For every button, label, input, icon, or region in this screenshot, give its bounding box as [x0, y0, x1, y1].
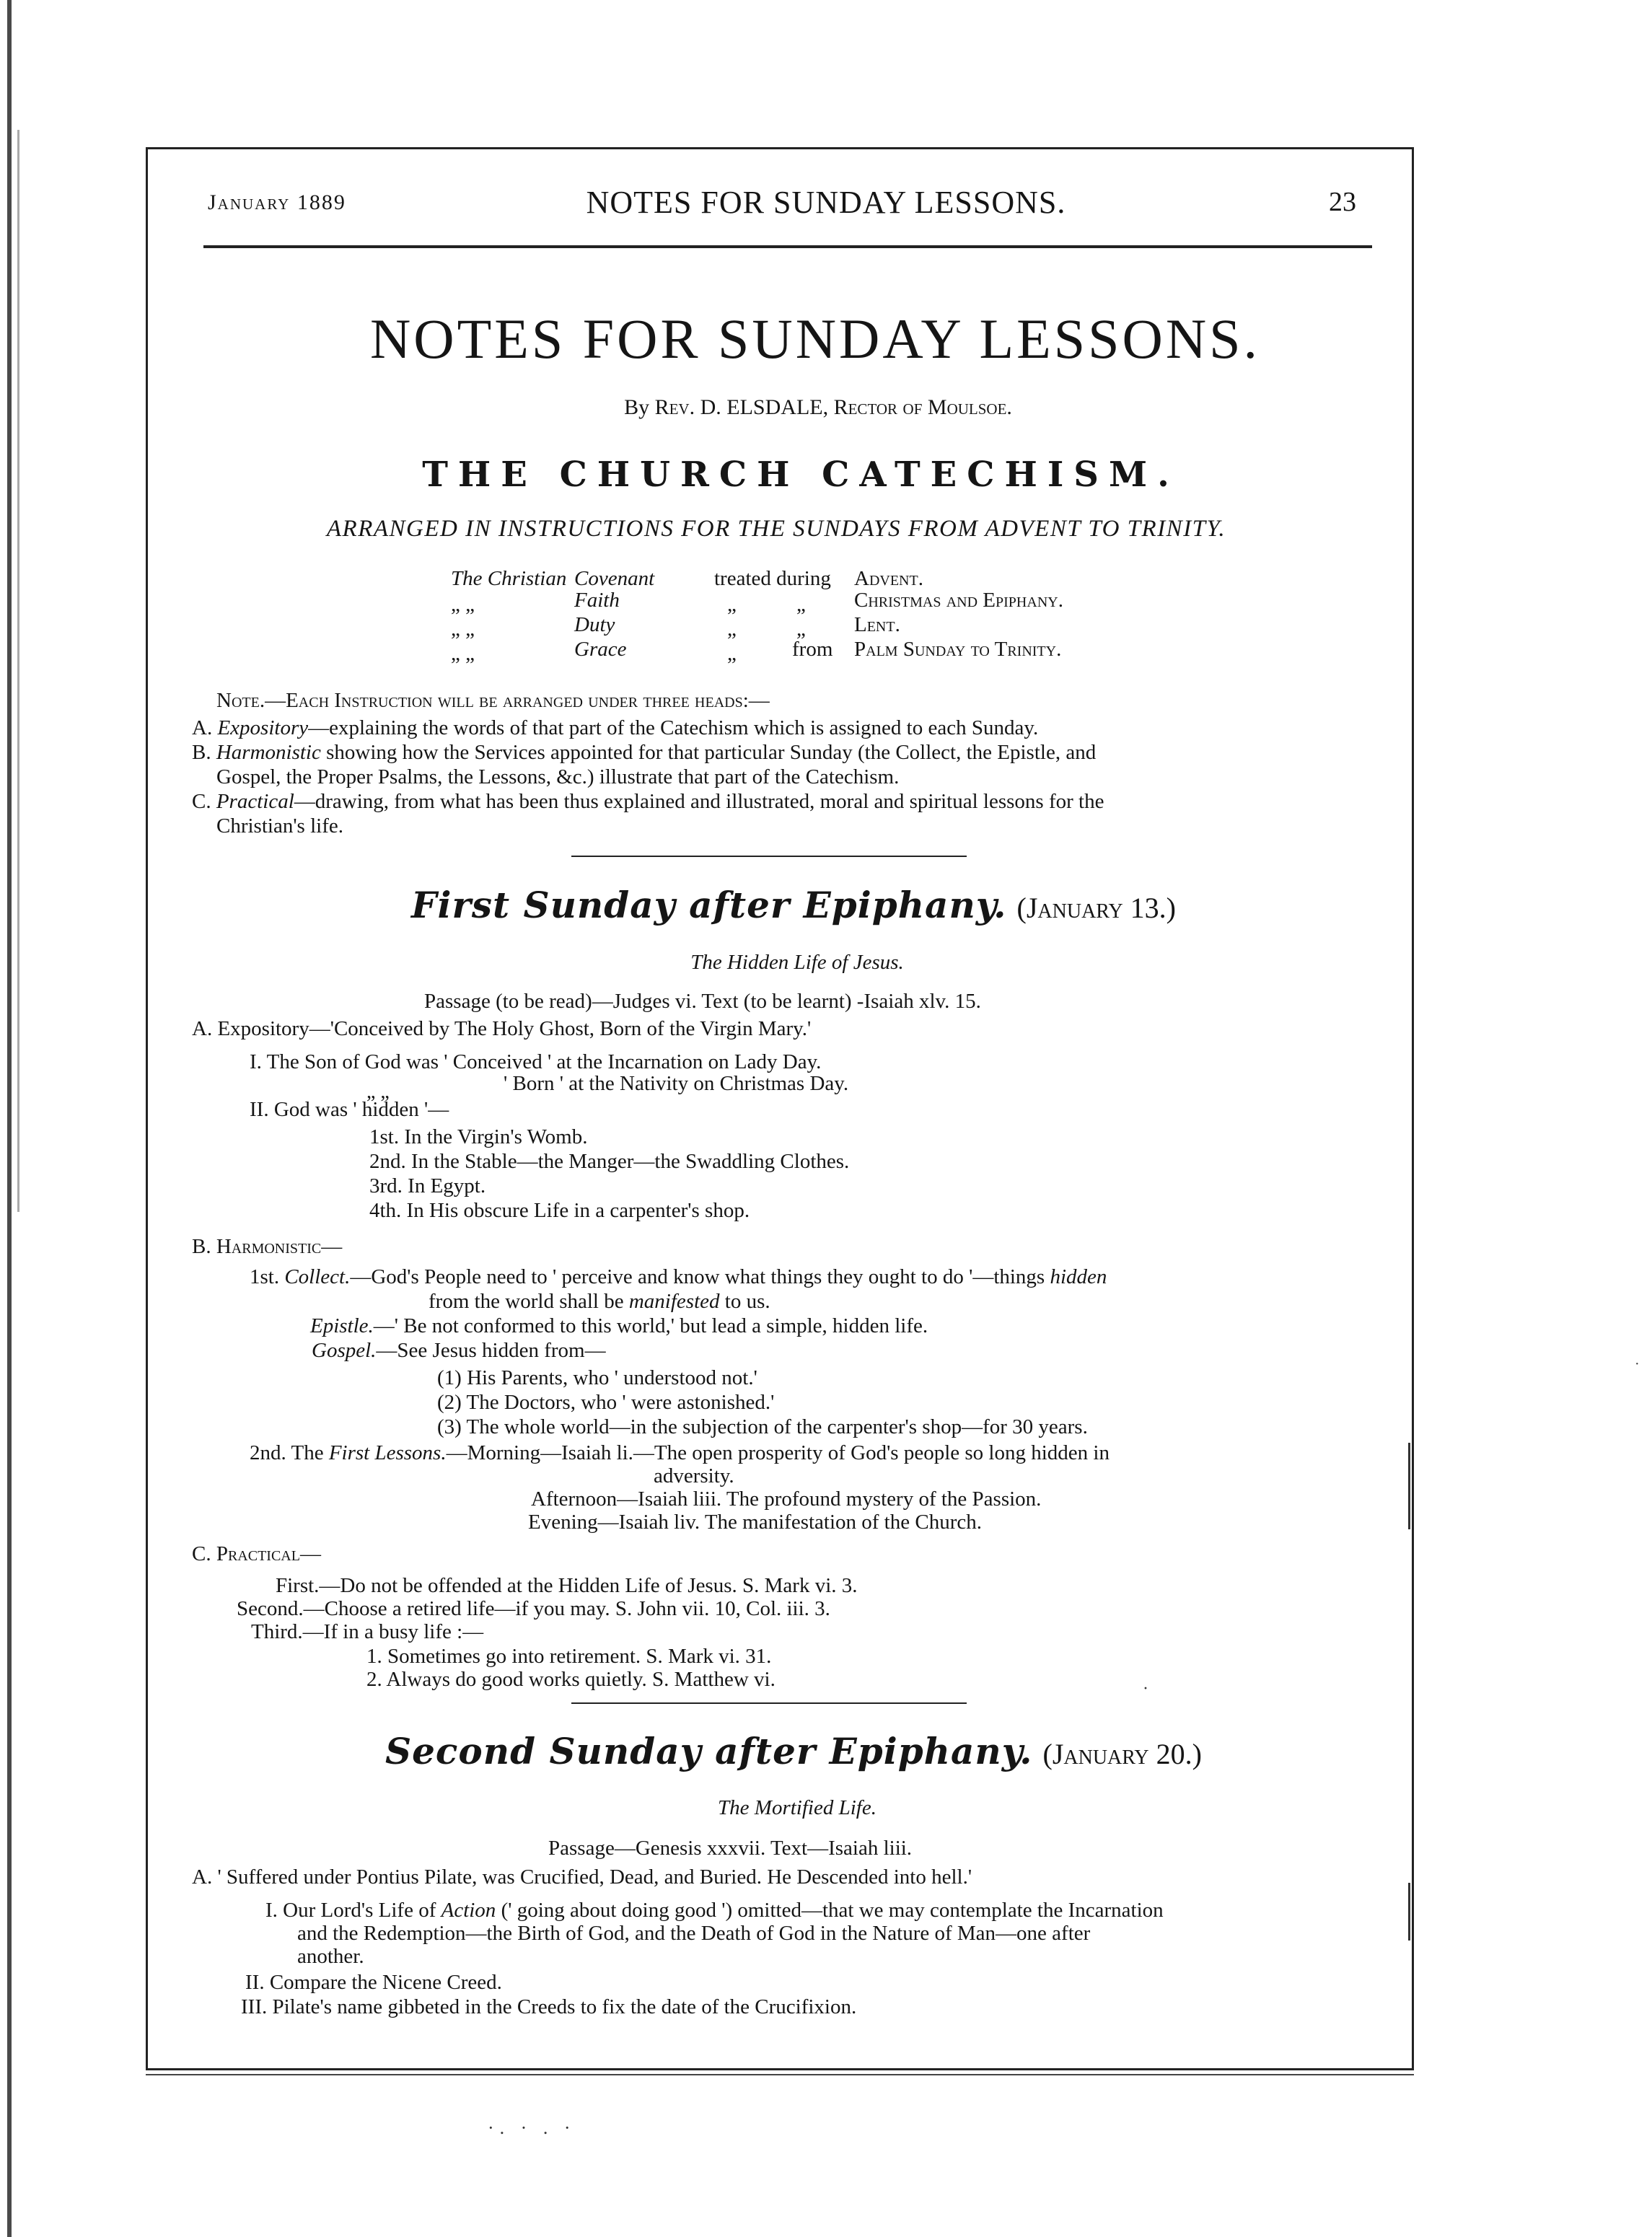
- note-text: showing how the Services appointed for that particular Sunday (the Collect, the Epistle, and: [320, 741, 1097, 764]
- section-a-point: [265, 1899, 1164, 1922]
- note-text: —explaining the words of that part of the Catechism which is assigned to each Sunday.: [308, 716, 1039, 739]
- item-italic: hidden: [1050, 1265, 1107, 1288]
- epistle-line: [310, 1314, 928, 1338]
- list-item: 1. Sometimes go into retirement. S. Mark vi. 31.: [366, 1645, 772, 1668]
- date-month: January: [1026, 892, 1123, 924]
- covenant-cell: „: [796, 618, 806, 641]
- date-month: January: [1052, 1738, 1149, 1770]
- byline-rev: Rev.: [654, 395, 695, 419]
- covenant-cell: Faith: [574, 589, 620, 612]
- page-frame-left: [146, 147, 148, 2070]
- covenant-cell: „ „: [451, 593, 475, 616]
- afternoon-lesson: Afternoon—Isaiah liii. The profound mystery of the Passion.: [531, 1487, 1042, 1511]
- harmonistic-head: B. Harmonistic—: [192, 1235, 343, 1258]
- byline-by: By: [624, 395, 650, 419]
- list-item: 4th. In His obscure Life in a carpenter's shop.: [369, 1199, 750, 1222]
- note-item-a: [192, 716, 1038, 740]
- item-text: I. Our Lord's Life of: [265, 1899, 436, 1922]
- expository-point: II. God was ' hidden '—: [250, 1098, 449, 1121]
- covenant-cell: „: [727, 618, 737, 641]
- page-frame-top: [146, 147, 1414, 149]
- page-frame-bottom: [146, 2074, 1414, 2075]
- item-italic: manifested: [628, 1290, 720, 1313]
- covenant-cell: „: [727, 642, 737, 665]
- byline-rector: Rector of Moulsoe.: [833, 395, 1012, 419]
- covenant-cell: „ „: [451, 618, 475, 641]
- item-text: to us.: [724, 1290, 770, 1313]
- scan-specks: ·. · . ·: [488, 2117, 576, 2138]
- gospel-line: [312, 1339, 606, 1363]
- page-title: NOTES FOR SUNDAY LESSONS.: [369, 307, 1261, 370]
- covenant-cell: Duty: [574, 613, 615, 636]
- item-term: First Lessons.: [328, 1441, 447, 1464]
- section-a-point: III. Pilate's name gibbeted in the Creeds to fix the date of the Crucifixion.: [241, 1995, 857, 2018]
- note-item-b-cont: Gospel, the Proper Psalms, the Lessons, &c.) illustrate that part of the Catechism.: [216, 765, 900, 788]
- item-label: 1st.: [250, 1265, 280, 1288]
- collect-line: [250, 1265, 1107, 1289]
- note-text: —drawing, from what has been thus explained and illustrated, moral and spiritual lessons for the: [294, 790, 1104, 813]
- list-item: 2nd. In the Stable—the Manger—the Swaddling Clothes.: [369, 1150, 850, 1173]
- item-term: Collect.: [284, 1265, 351, 1288]
- covenant-cell: Advent.: [854, 567, 923, 590]
- list-item: 2. Always do good works quietly. S. Matthew vi.: [366, 1668, 776, 1691]
- section-a-cont: and the Redemption—the Birth of God, and the Death of God in the Nature of Man—one after: [297, 1922, 1091, 1945]
- scan-mark: [1408, 1883, 1410, 1941]
- item-label: 2nd. The: [250, 1441, 324, 1464]
- item-text: from the world shall be: [429, 1290, 624, 1313]
- covenant-cell: Grace: [574, 638, 627, 661]
- note-label: C.: [192, 790, 211, 813]
- evening-lesson: Evening—Isaiah liv. The manifestation of the Church.: [528, 1511, 982, 1534]
- section-separator: [571, 856, 967, 857]
- note-term: Expository: [217, 716, 309, 739]
- section-separator: [571, 1702, 967, 1704]
- date-day: 13.): [1122, 892, 1176, 924]
- covenant-cell: Palm Sunday to Trinity.: [854, 638, 1062, 661]
- item-text: —Morning—Isaiah li.—The open prosperity of God's people so long hidden in: [446, 1441, 1110, 1464]
- date-day: 20.): [1148, 1738, 1202, 1770]
- covenant-cell: „: [796, 593, 806, 616]
- covenant-cell: „ „: [451, 642, 475, 665]
- list-item: (1) His Parents, who ' understood not.': [437, 1366, 757, 1389]
- date-paren: (: [1016, 892, 1027, 924]
- list-item: 1st. In the Virgin's Womb.: [369, 1125, 588, 1148]
- expository-head: A. Expository—'Conceived by The Holy Ghost, Born of the Virgin Mary.': [192, 1017, 812, 1040]
- item-term: Gospel.: [312, 1339, 377, 1362]
- running-head-title: NOTES FOR SUNDAY LESSONS.: [586, 185, 1066, 220]
- note-item-b: [192, 741, 1096, 765]
- second-sunday-passage: Passage—Genesis xxxvii. Text—Isaiah liii.: [548, 1837, 913, 1860]
- first-sunday-passage: Passage (to be read)—Judges vi. Text (to be learnt) -Isaiah xlv. 15.: [424, 990, 981, 1013]
- item-text: —See Jesus hidden from—: [376, 1339, 606, 1362]
- byline: [0, 395, 1636, 420]
- expository-point: I. The Son of God was ' Conceived ' at the Incarnation on Lady Day.: [250, 1050, 822, 1073]
- note-item-c: [192, 790, 1104, 814]
- section-a-head: A. ' Suffered under Pontius Pilate, was Crucified, Dead, and Buried. He Descended into hell.': [192, 1865, 972, 1889]
- scan-speck: ·: [1143, 1679, 1148, 1698]
- covenant-cell: „: [727, 593, 737, 616]
- covenant-cell: Covenant: [574, 567, 655, 590]
- date-paren: (: [1042, 1738, 1053, 1770]
- second-sunday-heading: [0, 1730, 1587, 1772]
- page-number: 23: [1329, 187, 1356, 217]
- header-rule: [203, 245, 1372, 248]
- collect-line-cont: [429, 1290, 770, 1314]
- ditto-marks: „ „: [366, 1081, 390, 1103]
- note-term: Practical: [216, 790, 294, 813]
- section-subtitle: ARRANGED IN INSTRUCTIONS FOR THE SUNDAYS FROM ADVENT TO TRINITY.: [326, 516, 1226, 542]
- byline-name: D. ELSDALE,: [700, 395, 829, 419]
- item-text: —' Be not conformed to this world,' but lead a simple, hidden life.: [373, 1314, 928, 1337]
- covenant-cell: Christmas and Epiphany.: [854, 589, 1063, 612]
- practical-head: C. Practical—: [192, 1542, 321, 1565]
- section-title: THE CHURCH CATECHISM.: [422, 454, 1179, 495]
- first-sunday-subtitle: The Hidden Life of Jesus.: [690, 951, 904, 974]
- item-term: Epistle.: [310, 1314, 374, 1337]
- scan-speck: ·: [1635, 1356, 1640, 1372]
- scan-edge-shadow: [17, 130, 19, 1212]
- practical-point: First.—Do not be offended at the Hidden Life of Jesus. S. Mark vi. 3.: [276, 1574, 858, 1597]
- note-lead: Note.—Each Instruction will be arranged under three heads:—: [216, 689, 770, 712]
- note-label: A.: [192, 716, 213, 739]
- covenant-cell: The Christian: [451, 567, 567, 590]
- list-item: (3) The whole world—in the subjection of the carpenter's shop—for 30 years.: [437, 1415, 1088, 1438]
- practical-point: Second.—Choose a retired life—if you may. S. John vii. 10, Col. iii. 3.: [237, 1597, 830, 1620]
- list-item: (2) The Doctors, who ' were astonished.': [437, 1391, 775, 1414]
- sunday-title: Second Sunday after Epiphany.: [385, 1730, 1033, 1772]
- first-lessons-line: [250, 1441, 1110, 1465]
- item-term: Action: [441, 1899, 496, 1922]
- note-label: B.: [192, 741, 211, 764]
- section-a-point: II. Compare the Nicene Creed.: [245, 1971, 502, 1994]
- first-sunday-heading: [0, 884, 1587, 926]
- first-lessons-cont: adversity.: [654, 1464, 734, 1487]
- covenant-cell: from: [792, 638, 833, 661]
- expository-point: ' Born ' at the Nativity on Christmas Day.: [504, 1072, 849, 1095]
- covenant-cell: Lent.: [854, 613, 900, 636]
- second-sunday-subtitle: The Mortified Life.: [718, 1796, 876, 1819]
- item-text: —God's People need to ' perceive and know what things they ought to do '—things: [350, 1265, 1045, 1288]
- note-item-c-cont: Christian's life.: [216, 814, 343, 838]
- section-a-cont: another.: [297, 1945, 364, 1968]
- page-frame-right: [1412, 147, 1414, 2070]
- running-head-date: January 1889: [208, 190, 346, 214]
- list-item: 3rd. In Egypt.: [369, 1174, 486, 1197]
- covenant-cell: treated during: [714, 567, 831, 590]
- practical-point: Third.—If in a busy life :—: [251, 1620, 484, 1643]
- sunday-date: [1036, 1738, 1202, 1770]
- scan-mark: [1408, 1443, 1410, 1529]
- item-text: (' going about doing good ') omitted—that we may contemplate the Incarnation: [501, 1899, 1164, 1922]
- page-frame-bottom: [146, 2068, 1414, 2070]
- sunday-date: [1010, 892, 1176, 924]
- note-term: Harmonistic: [216, 741, 321, 764]
- sunday-title: First Sunday after Epiphany.: [410, 884, 1007, 926]
